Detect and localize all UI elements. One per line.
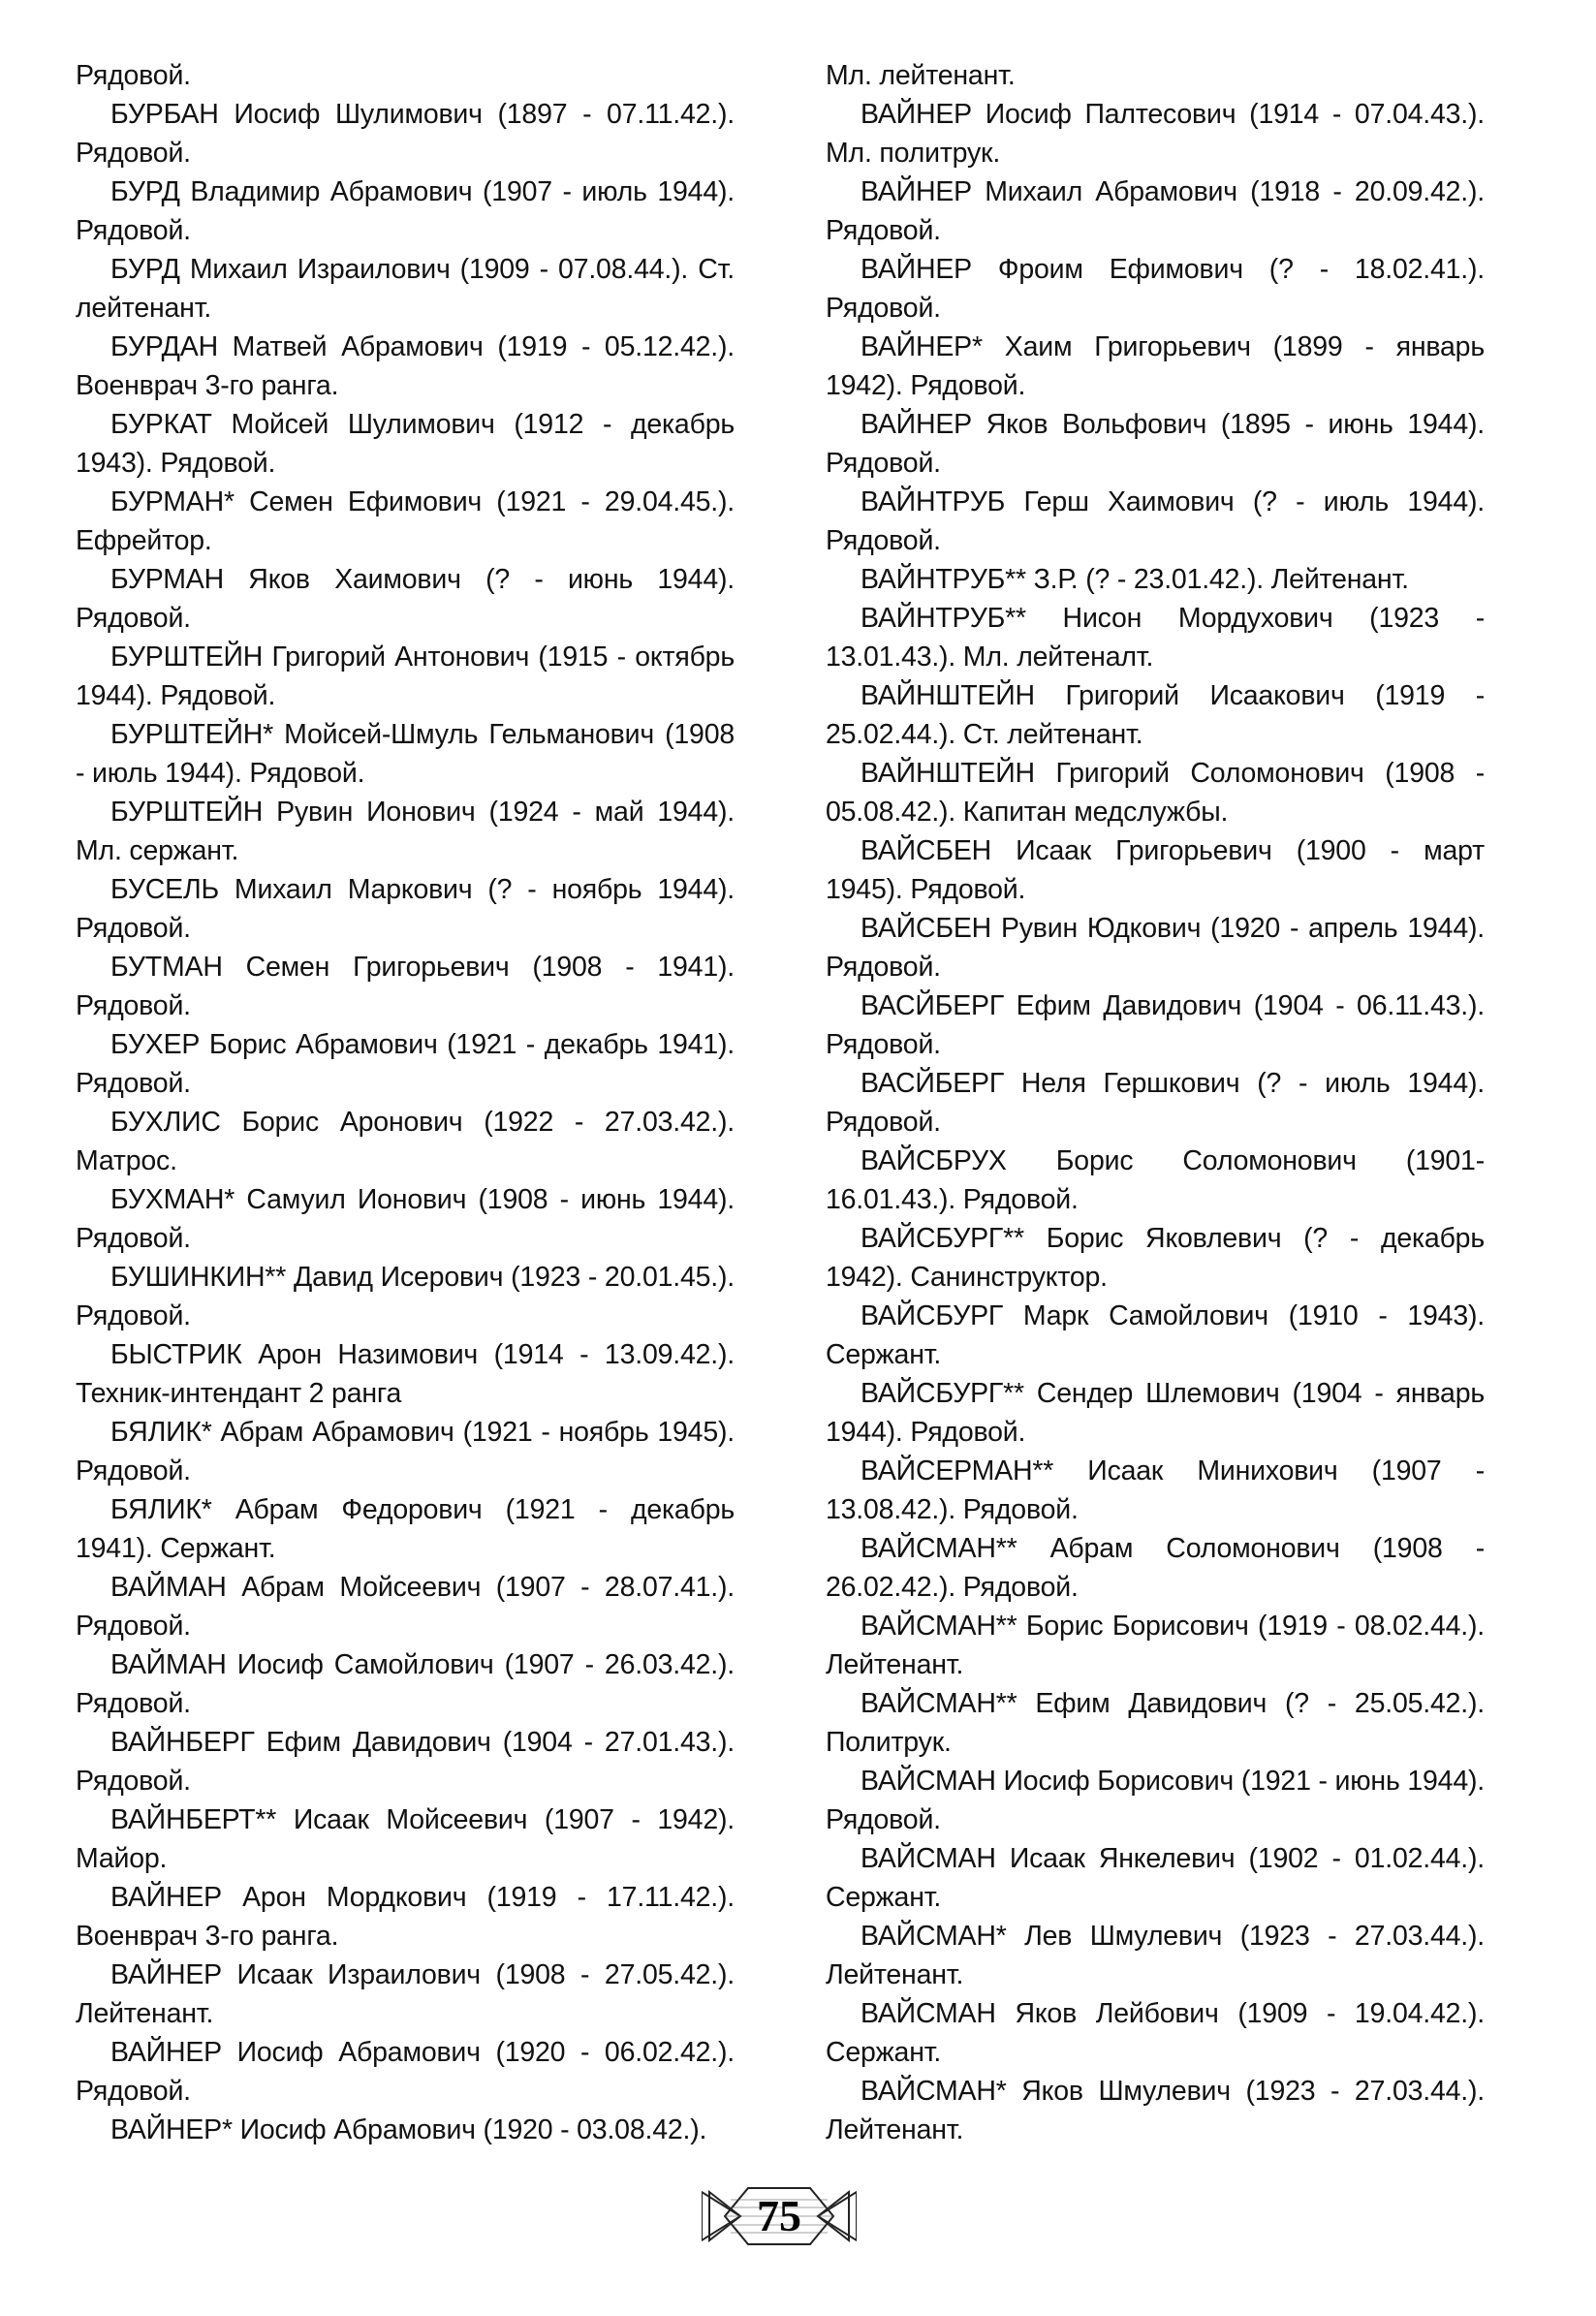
entry: БУРКАТ Мойсей Шулимович (1912 - декабрь 1943). Рядовой. [76, 409, 735, 479]
entry: ВАЙСБУРГ** Борис Яковлевич (? - декабрь 1942). Санинструктор. [826, 1223, 1485, 1293]
left-column [76, 56, 735, 2149]
entry: ВАЙНТРУБ** З.Р. (? - 23.01.42.). Лейтенант. [861, 564, 1409, 595]
entry: ВАЙСБЕН Исаак Григорьевич (1900 - март 1945). Рядовой. [826, 835, 1485, 905]
entry: БУРМАН* Семен Ефимович (1921 - 29.04.45.). Ефрейтор. [76, 486, 735, 556]
entry: ВАЙСБУРГ** Сендер Шлемович (1904 - январь 1944). Рядовой. [826, 1378, 1485, 1448]
entry: БУТМАН Семен Григорьевич (1908 - 1941). Рядовой. [76, 952, 735, 1021]
page-number: 75 [757, 2191, 801, 2240]
entry: ВАЙСМАН* Лев Шмулевич (1923 - 27.03.44.). Лейтенант. [826, 1921, 1485, 1990]
entry: ВАЙНЕР Михаил Абрамович (1918 - 20.09.42.). Рядовой. [826, 176, 1485, 246]
right-column [826, 56, 1485, 2149]
entry: ВАЙНШТЕЙН Григорий Исаакович (1919 - 25.02.44.). Ст. лейтенант. [826, 680, 1485, 750]
entry: Мл. лейтенант. [826, 60, 1016, 91]
entry: ВАЙНЕР Исаак Израилович (1908 - 27.05.42.). Лейтенант. [76, 1959, 735, 2029]
entry: БУХЛИС Борис Аронович (1922 - 27.03.42.). Матрос. [76, 1107, 735, 1176]
entry: БУХМАН* Самуил Ионович (1908 - июнь 1944). Рядовой. [76, 1184, 735, 1254]
entry: ВАЙСМАН Исаак Янкелевич (1902 - 01.02.44.). Сержант. [826, 1843, 1485, 1913]
entry: ВАЙМАН Иосиф Самойлович (1907 - 26.03.42.). Рядовой. [76, 1649, 735, 1719]
entry: БУРД Владимир Абрамович (1907 - июль 1944). Рядовой. [76, 176, 735, 246]
entry: БУРШТЕЙН* Мойсей-Шмуль Гельманович (1908 - июль 1944). Рядовой. [76, 719, 735, 789]
entry: БУРШТЕЙН Рувин Ионович (1924 - май 1944). Мл. сержант. [76, 797, 735, 866]
entry: ВАЙНЕР Фроим Ефимович (? - 18.02.41.). Рядовой. [826, 254, 1485, 324]
entry: БУРД Михаил Израилович (1909 - 07.08.44.). Ст. лейтенант. [76, 254, 735, 324]
entry: ВАЙСБУРГ Марк Самойлович (1910 - 1943). Сержант. [826, 1300, 1485, 1370]
entry: ВАЙНЕР Яков Вольфович (1895 - июнь 1944). Рядовой. [826, 409, 1485, 479]
entry: ВАЙНШТЕЙН Григорий Соломонович (1908 - 05.08.42.). Капитан медслужбы. [826, 758, 1485, 828]
entry: БУРМАН Яков Хаимович (? - июнь 1944). Рядовой. [76, 564, 735, 634]
page-number-ornament [702, 2184, 857, 2248]
entry: БУРШТЕЙН Григорий Антонович (1915 - октябрь 1944). Рядовой. [76, 642, 735, 711]
entry: ВАЙНБЕРГ Ефим Давидович (1904 - 27.01.43.). Рядовой. [76, 1727, 735, 1797]
entry: ВАЙНТРУБ** Нисон Мордухович (1923 - 13.01.43.). Мл. лейтеналт. [826, 603, 1485, 673]
entry: ВАЙСМАН Иосиф Борисович (1921 - июнь 1944). Рядовой. [826, 1766, 1485, 1835]
entry: ВАСЙБЕРГ Неля Гершкович (? - июль 1944). Рядовой. [826, 1068, 1485, 1138]
entry: БУСЕЛЬ Михаил Маркович (? - ноябрь 1944). Рядовой. [76, 874, 735, 944]
entry: ВАЙНЕР* Хаим Григорьевич (1899 - январь 1942). Рядовой. [826, 331, 1485, 401]
entry: БЫСТРИК Арон Назимович (1914 - 13.09.42.). Техник-интендант 2 ранга [76, 1339, 735, 1409]
entry: ВАСЙБЕРГ Ефим Давидович (1904 - 06.11.43.). Рядовой. [826, 990, 1485, 1060]
entry: БУРДАН Матвей Абрамович (1919 - 05.12.42.). Военврач 3-го ранга. [76, 331, 735, 401]
entry: ВАЙСЕРМАН** Исаак Минихович (1907 - 13.08.42.). Рядовой. [826, 1455, 1485, 1525]
entry: БЯЛИК* Абрам Абрамович (1921 - ноябрь 1945). Рядовой. [76, 1417, 735, 1487]
entry: ВАЙСБРУХ Борис Соломонович (1901- 16.01.43.). Рядовой. [826, 1145, 1485, 1215]
entry: ВАЙСБЕН Рувин Юдкович (1920 - апрель 1944). Рядовой. [826, 913, 1485, 983]
entry: ВАЙСМАН** Абрам Соломонович (1908 - 26.02.42.). Рядовой. [826, 1533, 1485, 1603]
entry: ВАЙСМАН** Ефим Давидович (? - 25.05.42.). Политрук. [826, 1688, 1485, 1758]
entry: БУХЕР Борис Абрамович (1921 - декабрь 1941). Рядовой. [76, 1029, 735, 1099]
entry: БУРБАН Иосиф Шулимович (1897 - 07.11.42.). Рядовой. [76, 99, 735, 169]
entry: ВАЙНЕР* Иосиф Абрамович (1920 - 03.08.42.). [110, 2114, 707, 2145]
entry: ВАЙСМАН Яков Лейбович (1909 - 19.04.42.). Сержант. [826, 1998, 1485, 2068]
entry: ВАЙНТРУБ Герш Хаимович (? - июль 1944). Рядовой. [826, 486, 1485, 556]
entry: ВАЙСМАН* Яков Шмулевич (1923 - 27.03.44.). Лейтенант. [826, 2076, 1485, 2145]
entry: ВАЙНЕР Иосиф Палтесович (1914 - 07.04.43.). Мл. политрук. [826, 99, 1485, 169]
entry: ВАЙМАН Абрам Мойсеевич (1907 - 28.07.41.). Рядовой. [76, 1572, 735, 1642]
entry: ВАЙНЕР Арон Мордкович (1919 - 17.11.42.). Военврач 3-го ранга. [76, 1882, 735, 1952]
entry: ВАЙСМАН** Борис Борисович (1919 - 08.02.44.). Лейтенант. [826, 1611, 1485, 1680]
entry: БЯЛИК* Абрам Федорович (1921 - декабрь 1941). Сержант. [76, 1494, 735, 1564]
entry: Рядовой. [76, 60, 191, 91]
entry: ВАЙНЕР Иосиф Абрамович (1920 - 06.02.42.). Рядовой. [76, 2037, 735, 2107]
entry: БУШИНКИН** Давид Исерович (1923 - 20.01.45.). Рядовой. [76, 1262, 735, 1331]
entry: ВАЙНБЕРТ** Исаак Мойсеевич (1907 - 1942). Майор. [76, 1804, 735, 1874]
